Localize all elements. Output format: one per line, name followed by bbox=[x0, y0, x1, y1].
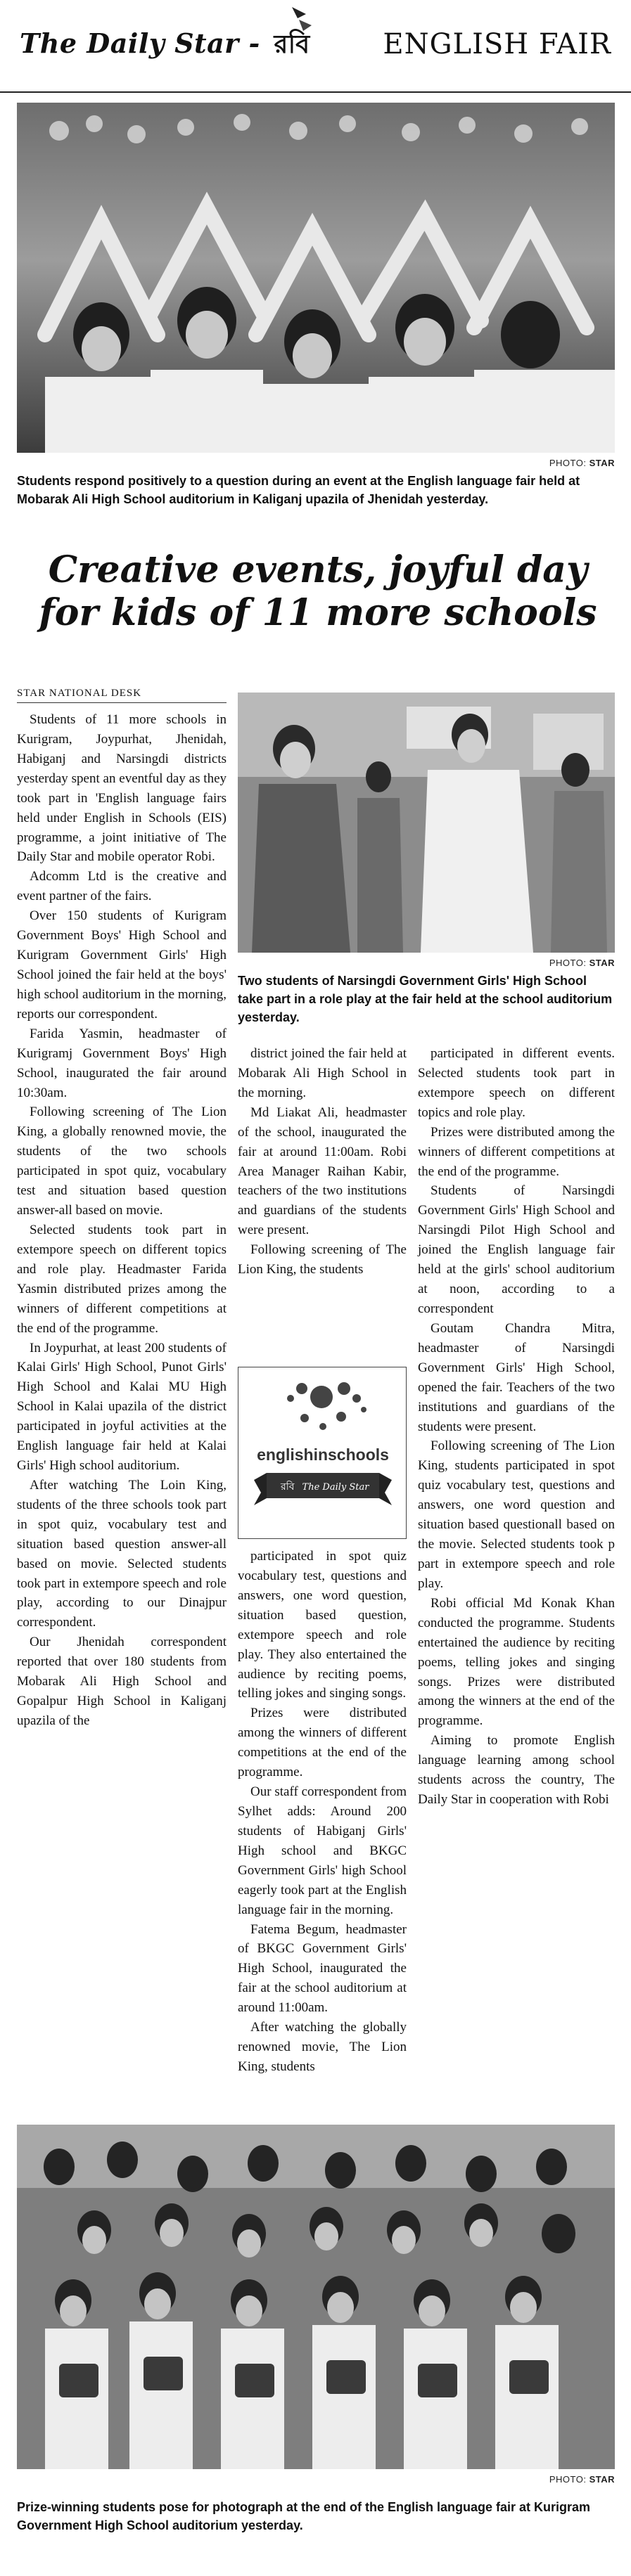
top-photo-credit bbox=[464, 458, 615, 468]
article-paragraph: Goutam Chandra Mitra, headmaster of Narsingdi Government Girls' High School, opened the fair. Teachers of the two institutions and guardians of the students were present. bbox=[418, 1320, 615, 1434]
article-paragraph: participated in spot quiz vocabulary test, questions and answers, one word question, situation based question, extempore speech and role play. They also entertained the audience by reciting poems, telling jokes and singing songs. bbox=[238, 1549, 407, 1701]
middle-photo bbox=[238, 693, 615, 953]
bottom-photo-credit-name: STAR bbox=[589, 2474, 615, 2485]
middle-photo-credit-name: STAR bbox=[589, 958, 615, 968]
bottom-photo bbox=[17, 2125, 615, 2469]
robi-star-icon bbox=[278, 4, 317, 44]
article-paragraph: Following screening of The Lion King, a globally renowned movie, the students of the two schools participated in spot quiz, vocabulary test and situation based question answer-all based on movie. bbox=[17, 1105, 227, 1218]
bottom-photo-credit-label: PHOTO: bbox=[549, 2474, 587, 2485]
article-column-1 bbox=[17, 710, 227, 1731]
article-paragraph: In Joypurhat, at least 200 students of Kalai Girls' High School, Punot Girls' High School and Kalai MU High School in Kalai upazila of the district participated in joyful activities at the English language fair held at Kalai Girls' High school auditorium. bbox=[17, 1340, 227, 1474]
article-paragraph: Fatema Begum, headmaster of BKGC Government Girls' High School, inaugurated the fair at the school auditorium at around 11:00am. bbox=[238, 1921, 407, 2016]
masthead-logo bbox=[20, 25, 310, 67]
article-paragraph: Md Liakat Ali, headmaster of the school, inaugurated the fair at around 11:00am. Robi Area Manager Raihan Kabir, teachers of the two institutions and guardians of the students were present. bbox=[238, 1105, 407, 1238]
article-paragraph: Prizes were distributed among the winners of different competitions at the end of the programme. bbox=[418, 1124, 615, 1179]
article-paragraph: Our staff correspondent from Sylhet adds: Around 200 students of Habiganj Girls' High school and BKGC Government Girls' high School eagerly took part at the English language fair in the morning. bbox=[238, 1784, 407, 1917]
englishinschools-logo-box bbox=[238, 1367, 407, 1539]
article-column-2-top bbox=[238, 1044, 407, 1280]
article-paragraph: Students of 11 more schools in Kurigram, Joypurhat, Jhenidah, Habiganj and Narsingdi districts yesterday spent an eventful day as they took part in 'English language fairs held under English in Schools (EIS) programme, a joint initiative of The Daily Star and mobile operator Robi. bbox=[17, 712, 227, 865]
article-paragraph: participated in different events. Selected students took part in extempore speech on different topics and role play. bbox=[418, 1046, 615, 1120]
article-paragraph: Prizes were distributed among the winners of different competitions at the end of the programme. bbox=[238, 1706, 407, 1780]
article-paragraph: Following screening of The Lion King, the students bbox=[238, 1242, 407, 1277]
article-column-3 bbox=[418, 1044, 615, 1810]
article-paragraph: Adcomm Ltd is the creative and event partner of the fairs. bbox=[17, 869, 227, 904]
masthead-separator: - bbox=[248, 27, 260, 59]
masthead bbox=[0, 0, 631, 93]
englishinschools-wordmark: englishinschools bbox=[257, 1445, 389, 1464]
top-photo-credit-name: STAR bbox=[589, 458, 615, 468]
ribbon-star-text: The Daily Star bbox=[302, 1482, 369, 1493]
section-title: ENGLISH FAIR bbox=[383, 28, 611, 60]
middle-photo-credit-label: PHOTO: bbox=[549, 958, 587, 968]
article-paragraph: Following screening of The Lion King, students participated in spot quiz vocabulary test, questions and answers, one word question and situation based questionall based on the movie. Selected students took p part in extempore speech and role play. bbox=[418, 1438, 615, 1591]
top-photo-credit-label: PHOTO: bbox=[549, 458, 587, 468]
article-paragraph: Students of Narsingdi Government Girls' High School and Narsingdi Pilot High School and joined the English language fair held at the girls' school auditorium at noon, according to a correspondent bbox=[418, 1183, 615, 1316]
robi-logo-text: রবি bbox=[274, 30, 310, 59]
article-paragraph: Our Jhenidah correspondent reported that over 180 students from Mobarak Ali High School and Gopalpur High School in Kaliganj upazila of the bbox=[17, 1635, 227, 1729]
middle-photo-credit bbox=[464, 958, 615, 968]
bottom-photo-caption: Prize-winning students pose for photograph at the end of the English language fair at Kurigram Government High School auditorium yesterday. bbox=[17, 2500, 591, 2533]
headline: Creative events, joyful day for kids of 11 more schools bbox=[39, 548, 597, 635]
article-column-2-bottom bbox=[238, 1547, 407, 2077]
ribbon-robi-text: রবি bbox=[281, 1481, 295, 1493]
bottom-photo-credit bbox=[464, 2474, 615, 2485]
middle-photo-caption: Two students of Narsingdi Government Girls' High School take part in a role play at the fair held at the school auditorium yesterday. bbox=[238, 974, 613, 1025]
byline: STAR NATIONAL DESK bbox=[17, 688, 227, 703]
dots-icon bbox=[287, 1382, 367, 1430]
top-photo-caption: Students respond positively to a question during an event at the English language fair held at Mobarak Ali High School auditorium in Kaliganj upazila of Jhenidah yesterday. bbox=[17, 474, 580, 507]
article-paragraph: Selected students took part in extempore speech on different topics and role play. Headmaster Farida Yasmin distributed prizes among the winners of different competitions at the end of the programme. bbox=[17, 1222, 227, 1336]
article-paragraph: Aiming to promote English language learning among school students across the country, The Daily Star in cooperation with Robi bbox=[418, 1733, 615, 1808]
top-photo bbox=[17, 103, 615, 453]
article-paragraph: Farida Yasmin, headmaster of Kurigramj Government Boys' High School, inaugurated the fair around 10:30am. bbox=[17, 1026, 227, 1100]
article-paragraph: After watching the globally renowned movie, The Lion King, students bbox=[238, 2020, 407, 2074]
article-paragraph: Over 150 students of Kurigram Government Boys' High School and Kurigram Government Girls' High School joined the fair held at the boys' high school auditorium in the morning, reports our correspondent. bbox=[17, 908, 227, 1022]
daily-star-logo-text: The Daily Star bbox=[20, 27, 239, 59]
article-paragraph: district joined the fair held at Mobarak Ali High School in the morning. bbox=[238, 1046, 407, 1100]
article-paragraph: Robi official Md Konak Khan conducted the programme. Students entertained the audience by reciting poems, telling jokes and singing songs. Prizes were distributed among the winners at the end of the programme. bbox=[418, 1595, 615, 1729]
article-paragraph: After watching The Loin King, students of the three schools took part in spot quiz, vocabulary test and situation based question answer-all based on movie. Selected students took part in extempore speech and role play, according to our Dinajpur correspondent. bbox=[17, 1477, 227, 1630]
